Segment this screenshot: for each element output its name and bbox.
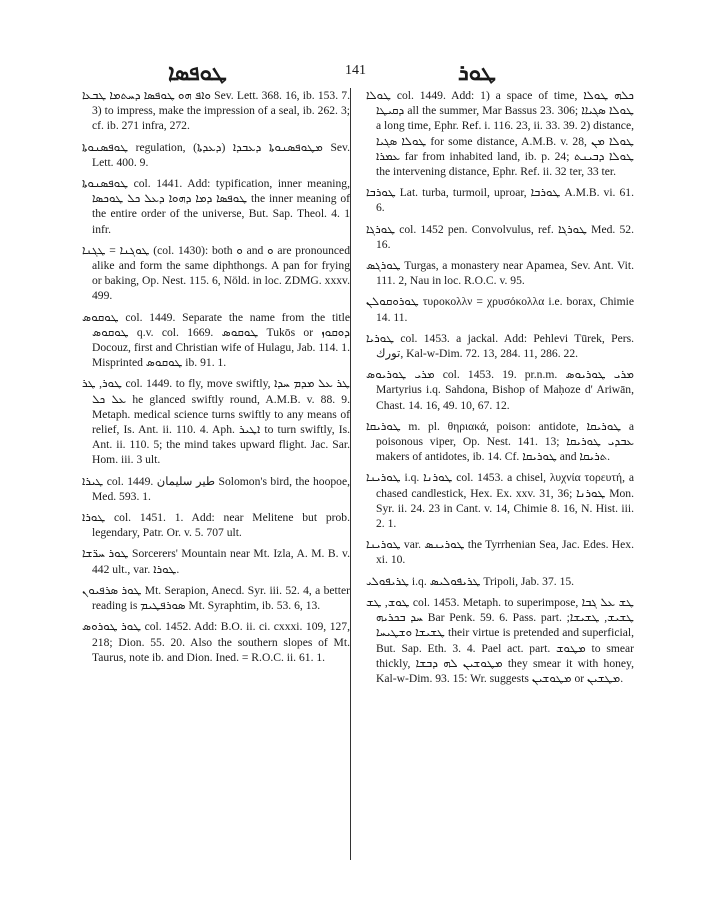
left-column: [82, 88, 350, 671]
dictionary-entry: ܛܘܪܓܐ col. 1452 pen. Convolvulus, ref. ܛܘܪܓܐ Med. 52. 16.: [366, 222, 634, 251]
page-number: 141: [345, 63, 366, 78]
left-running-headword: ܛܘܦܣܐ: [168, 60, 227, 85]
dictionary-entry: ܛܘܦܣܢܘܬܐ col. 1441. Add: typification, inner meaning, ܛܘܦܣܐ ܕܡܐ ܕܗܘܐ ܕܥܠ ܟܠ ܛܘܟܣܐ the inner meaning of the entire order of the universe, But. Sap. Theol. 4. 1 infr.: [82, 177, 351, 236]
dictionary-entry: ܛܘܦܣܢܘܬܐ regulation, ܡܛܘܦܣܢܘܬܐ ܕܥܒܕܐ (ܕܥܕܬܐ) Sev. Lett. 400. 9.: [82, 140, 350, 169]
dictionary-entry: ܛܘܪ, ܛܪ col. 1449. to fly, move swiftly, ܛܪ ܥܠ ܡܕܡ ܚܕܐ ܥܠ ܟܠ he glanced swiftly round, A.M.B. v. 88. 9. Metaph. medical science turns swiftly to any means of relief, Is. Ant. ii. 110. 4. Aph. ܐܛܝܪ to turn swiftly, Is. Ant. ii. 110. 5; the mind takes upward flight. Jac. Sar. Hom. iii. 3 ult.: [82, 377, 351, 467]
dictionary-entry: ܛܘܪ ܛܘܪܘܣ col. 1452. Add: B.O. ii. ci. cxxxi. 109, 127, 218; Dion. 55. 20. Also the southern slopes of Mt. Taurus, note ib. and Dion. Ined. = R.O.C. ii. 61. 1.: [82, 620, 350, 664]
page-header: [0, 60, 714, 84]
dictionary-entry: ܛܘܓܢܐ = ܛܓܢܐ (col. 1430): both ܘ and ܘ are pronounced alike and form the same diphthongs. A pan for frying or baking, Op. Nest. 115. 6, Nöld. in loc. ZDMG. xxxv. 499.: [82, 243, 351, 303]
dictionary-entry: ܛܘܪ ܣܪܦܝܘܢ Mt. Serapion, Anecd. Syr. iii. 52. 4, a better reading is ܣܘܪܦܛܝܡ Mt. Syraphtim, ib. 53. 6, 13.: [82, 583, 350, 613]
dictionary-entry: ܛܘܪܘܩܘܠܢ τυροκολλν = χρυσόκολλα i.e. borax, Chimie 14. 11.: [366, 295, 634, 324]
dictionary-entry: ܛܘܪܒܐ Lat. turba, turmoil, uproar, ܛܘܪܒܐ A.M.B. vi. 61. 6.: [366, 186, 634, 215]
dictionary-entry: ܛܘܫ, ܛܫ col. 1453. Metaph. to superimpose, ܛܫ ܥܠ ܓܒܐ ܚܕ ܒܟܪܝܗ Bar Penk. 59. 6. Pass. part. ܛܫܝܫ, ܛܫܝܫܐ; ܛܫܝܫܐ ܘܫܛܝܚܐ their virtue is pretended and superficial, But. Sap. Eth. 3. 4. Pael act. part. ܡܛܘܫ to smear thickly, ܡܛܘܫܝܢ ܠܗ ܕܒܫܐ they smear it with honey, Kal-w-Dim. 93. 15: Wr. suggests ܡܛܘܫܝܢ or ܡܛܫܝܢ.: [366, 595, 635, 685]
dictionary-entry: ܡܪܝ ܛܘܪܝܘܣ col. 1453. 19. pr.n.m. ܡܪܝ ܛܘܪܝܘܣ Martyrius i.q. Sahdona, Bishop of Maḥoze d' Ariwān, Chast. 14. 16, 49. 10, 67. 12.: [366, 368, 635, 412]
dictionary-entry: ܛܘܪܐ col. 1451. 1. Add: near Melitene but prob. legendary, Patr. Or. v. 5. 707 ult.: [82, 511, 350, 540]
dictionary-entry: ܛܘܪܝܢܐ i.q. ܛܘܪܢܐ col. 1453. a chisel, λυχνία τορευτή, a chased candlestick, Hex. Ex. xxv. 31, 36; ܛܘܪܢܐ Mon. Syr. ii. 24. 23 in Cant. v. 14, Chimie 8. 16, N. Hist. iii. 2. 1.: [366, 471, 635, 531]
dictionary-entry: ܛܘܪܝܩܐ m. pl. θηριακά, poison: antidote, ܛܘܪܝܩܐ a poisonous viper, Op. Nest. 141. 13; ܥܒܕܝ ܛܘܪܝܩܐ makers of antidotes, ib. 14. Cf. ܛܘܪܝܩܐ and ܬܪܝܩܐ.: [366, 419, 635, 464]
dictionary-entry: ܛܘܠܐ col. 1449. Add: 1) a space of time, ܟܠܗ ܛܘܠܐ ܕܩܝܛܐ all the summer, Mar Bassus 23. 306; ܛܘܠܐ ܣܓܝܐܐ a long time, Ephr. Ref. i. 116. 23, ii. 33. 39. 2) distance, ܛܘܠܐ ܣܓܝܐ for some distance, A.M.B. v. 28, ܛܘܠܐ ܡܢ ܥܡܪܐ far from inhabited land, ib. p. 24; ܛܘܠܐ ܕܒܝܢܬ the intervening distance, Ephr. Ref. ii. 32 ter, 33 ter.: [366, 89, 634, 179]
right-running-headword: ܛܘܪ: [458, 60, 496, 85]
dictionary-entry: ܛܘܪ ܚܪ̈ܫܐ Sorcerers' Mountain near Mt. Izla, A. M. B. v. 442 ult., var. ܛܘܪܐ.: [82, 547, 350, 576]
dictionary-entry: ܛܘܪܓܣ Turgas, a monastery near Apamea, Sev. Ant. Vit. 111. 2, Nau in loc. R.O.C. v. 95.: [366, 259, 634, 288]
dictionary-entry: ܘܐܦ ܗܘ ܛܘܦܣܐ ܕܚܬܡܐ ܛܒܥܐ Sev. Lett. 368. 16, ib. 153. 7. 3) to impress, make the impression of a seal, ib. 262. 3; cf. ib. 271 infra, 272.: [82, 89, 350, 133]
right-column: [366, 88, 634, 692]
dictionary-entry: ܛܘܪܝܢܐ var. ܛܘܪܝܢܣ the Tyrrhenian Sea, Jac. Edes. Hex. xi. 10.: [366, 538, 635, 567]
dictionary-entry: ܛܝܪܐ col. 1449. طير سليمان Solomon's bird, the hoopoe, Med. 593. 1.: [82, 474, 351, 503]
column-divider: [350, 88, 351, 860]
dictionary-entry: ܛܪܝܦܘܠܝ i.q. ܛܪܝܦܘܠܝܣ Tripoli, Jab. 37. 15.: [366, 574, 575, 588]
dictionary-entry: ܛܘܪܝܐ col. 1453. a jackal. Add: Pehlevi Tūrek, Pers. تورك, Kal-w-Dim. 72. 13, 284. 11, 286. 22.: [366, 331, 634, 361]
dictionary-entry: ܛܘܩܘܣ col. 1449. Separate the name from the title ܛܘܩܘܣ q.v. col. 1669. ܛܘܩܘܣ Tukōs or ܕܘܩܘܙ Docouz, first and Christian wife of Hulagu, Jab. 114. 1. Misprinted ܛܘܩܘܣ ib. 91. 1.: [82, 310, 350, 370]
